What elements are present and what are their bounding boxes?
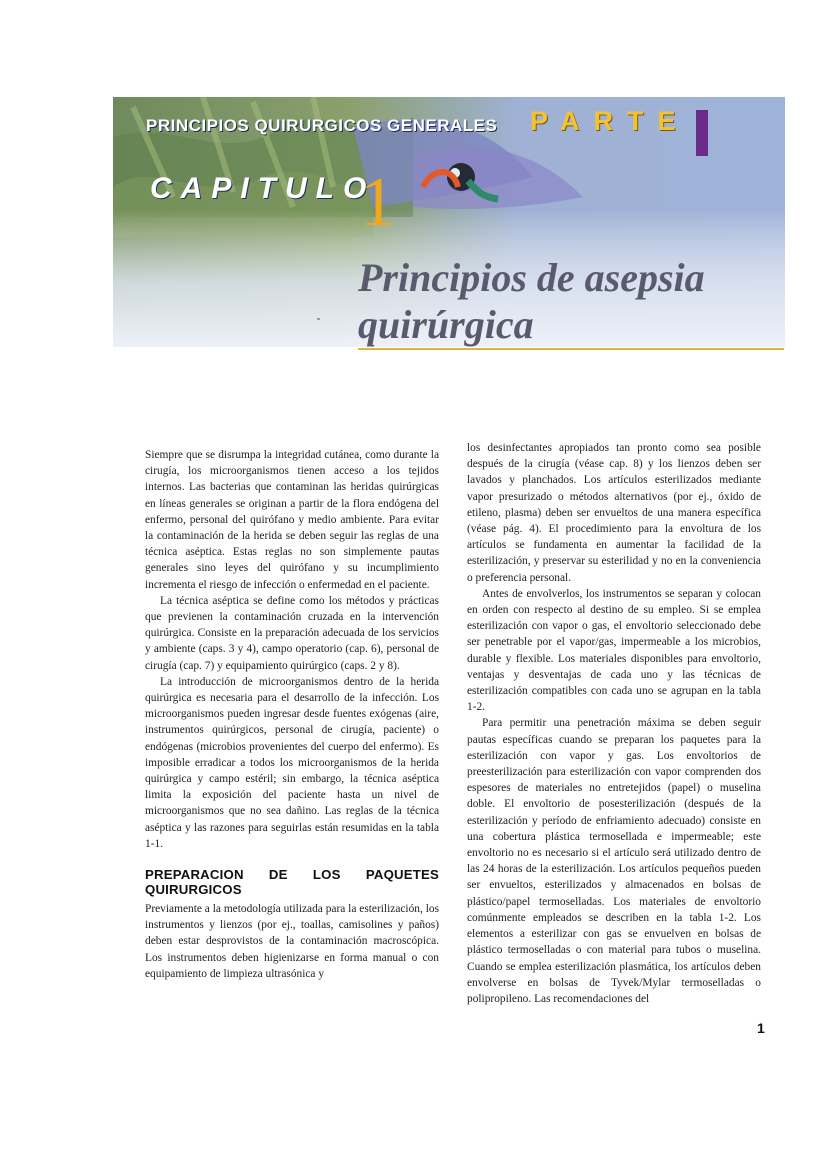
right-column [467,440,761,1007]
chapter-title-line1: Principios de asepsia [358,255,705,300]
paragraph: Antes de envolverlos, los instrumentos se separan y colocan en orden con respecto al destino de su empleo. Si se emplea esterilización con vapor o gas, el envoltorio seleccionado debe ser penetrable por el vapor/gas, impermeable a los microbios, durable y flexible. Los materiales disponibles para envoltorio, ventajas y desventajas de cada uno y las técnicas de esterilización compatibles con cada uno se agrupan en la tabla 1-2. [467,587,761,714]
chapter-label: CAPITULO [150,172,376,205]
chapter-title [358,254,768,348]
title-rule [358,348,784,350]
page-number: 1 [757,1020,765,1036]
part-title: PRINCIPIOS QUIRURGICOS GENERALES [146,116,498,135]
paragraph: Siempre que se disrumpa la integridad cutánea, como durante la cirugía, los microorganismos tienen acceso a los tejidos internos. Las bacterias que contaminan las heridas quirúrgicas en líneas generales se originan a partir de la flora endógena del enfermo, personal del quirófano y medio ambiente. Para evitar la contaminación de la herida se deben seguir las reglas de una técnica aséptica. Estas reglas no son simplemente pautas generales sino leyes del quirófano y su incumplimiento incrementa el riesgo de infección o enfermedad en el paciente. [145,449,439,591]
parte-label: PARTE [530,106,690,136]
paragraph: Previamente a la metodología utilizada para la esterilización, los instrumentos y lienzos (por ej., toallas, camisolines y paños) deben estar desprovistos de la contaminación macroscópica. Los instrumentos deben higienizarse en forma manual o con equipamiento de limpieza ultrasónica y [145,903,439,980]
scan-speck [317,318,320,320]
paragraph: La introducción de microorganismos dentro de la herida quirúrgica es necesaria para el desarrollo de la infección. Los microorganismos pueden ingresar desde fuentes exógenas (aire, instrumentos quirúrgicos, personal de cirugía, paciente) o endógenas (microbios provenientes del cuerpo del enfermo). Es imposible erradicar a todos los microorganismos de la herida quirúrgica y campo estéril; sin embargo, la técnica aséptica limita la exposición del paciente hasta un nivel de microorganismos que no sea dañino. Las reglas de la técnica aséptica y las razones para seguirlas están resumidas en la tabla 1-1. [145,675,439,850]
parte-bar [696,110,708,156]
paragraph: los desinfectantes apropiados tan pronto como sea posible después de la cirugía (véase cap. 8) y los lienzos deben ser lavados y planchados. Los artículos esterilizados mediante vapor presurizado o métodos alternativos (por ej., óxido de etileno, plasma) deben ser envueltos de una manera específica (véase pág. 4). El procedimiento para la envoltura de los artículos se fundamenta en aumentar la facilidad de la esterilización, y preservar su esterilidad y no en la conveniencia o preferencia personal. [467,442,761,584]
chapter-number: 1 [360,164,395,241]
paragraph: La técnica aséptica se define como los métodos y prácticas que previenen la contaminación cruzada en la intervención quirúrgica. Consiste en la preparación adecuada de los servicios y ambiente (caps. 3 y 4), campo operatorio (cap. 6), personal de cirugía (cap. 7) y equipamiento quirúrgico (caps. 2 y 8). [145,594,439,672]
left-column [145,447,439,982]
section-heading: PREPARACION DE LOS PAQUETES QUIRURGICOS [145,867,439,898]
paragraph: Para permitir una penetración máxima se deben seguir pautas específicas cuando se preparan los paquetes para la esterilización con vapor y gas. Los envoltorios de preesterilización para esterilización con vapor comprenden dos espesores de materiales no entretejidos (papel) o muselina doble. El envoltorio de posesterilización (después de la esterilización y período de enfriamiento adecuado) consiste en una cobertura plástica termosellada e impermeable; este envoltorio no es necesario si el artículo será utilizado dentro de las 24 horas de la esterilización. Los artículos pequeños pueden ser envueltos, esterilizados y almacenados en bolsas de plástico/papel termoselladas. Los materiales de envoltorio comúnmente empleados se describen en la tabla 1-2. Los elementos a esterilizar con gas se envuelven en bolsas de plástico termoselladas o con material para tubos o muselina. Cuando se emplea esterilización plasmática, los artículos deben envolverse en bolsas de Tyvek/Mylar termoselladas o polipropileno. Las recomendaciones del [467,717,761,1005]
chapter-title-line2: quirúrgica [358,302,534,347]
